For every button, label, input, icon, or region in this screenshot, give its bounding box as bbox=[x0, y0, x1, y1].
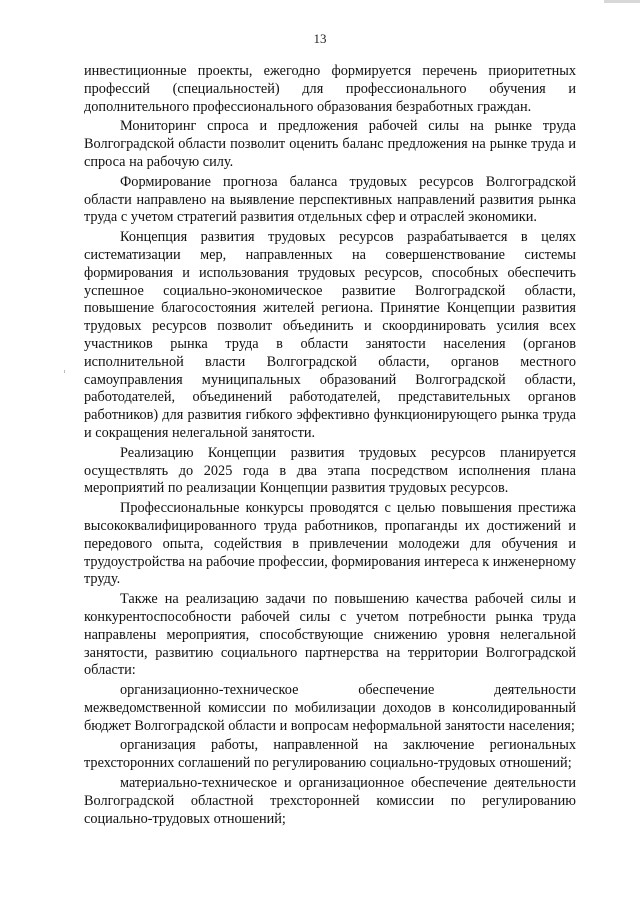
paragraph-balance-forecast: Формирование прогноза баланса трудовых ресурсов Волгоградской области направлено на выявление перспективных направлений развития рынка труда с учетом стратегий развития отдельных сфер и отраслей экономики. bbox=[84, 173, 576, 226]
paragraph-continuation: инвестиционные проекты, ежегодно формируется перечень приоритетных профессий (специальностей) для профессионального обучения и дополнительного профессионального образования безработных граждан. bbox=[84, 63, 576, 115]
list-item-tripartite-commission: материально-техническое и организационное обеспечение деятельности Волгоградской областной трехсторонней комиссии по регулированию социально-трудовых отношений; bbox=[84, 775, 576, 827]
scan-margin-mark bbox=[64, 370, 65, 373]
scan-corner-mark bbox=[604, 0, 640, 3]
list-item-tripartite-agreements: организация работы, направленной на заключение региональных трехсторонних соглашений по регулированию социально-трудовых отношений; bbox=[84, 737, 576, 772]
list-item-commission-support: организационно-техническое обеспечение деятельности межведомственной комиссии по мобилизации доходов в консолидированный бюджет Волгоградской области и вопросам неформальной занятости населения; bbox=[84, 682, 576, 734]
paragraph-measures-intro: Также на реализацию задачи по повышению качества рабочей силы и конкурентоспособности рабочей силы с учетом потребности рынка труда направлены мероприятия, способствующие снижению уровня нелегальной занятости, развитию социального партнерства на территории Волгоградской области: bbox=[84, 591, 576, 679]
page-number: 13 bbox=[313, 31, 327, 46]
paragraph-implementation: Реализацию Концепции развития трудовых ресурсов планируется осуществлять до 2025 года в два этапа посредством исполнения плана мероприятий по реализации Концепции развития трудовых ресурсов. bbox=[84, 444, 576, 497]
paragraph-concept: Концепция развития трудовых ресурсов разрабатывается в целях систематизации мер, направленных на совершенствование системы формирования и использования трудовых ресурсов, способных обеспечить успешное социально-экономическое развитие Волгоградской области, повышение благосостояния жителей региона. Принятие Концепции развития трудовых ресурсов позволит объединить и скоординировать усилия всех участников рынка труда в области занятости населения (органов исполнительной власти Волгоградской области, органов местного самоуправления муниципальных образований Волгоградской области, работодателей, объединений работодателей, представительных органов работников) для развития гибкого эффективно функционирующего рынка труда и сокращения нелегальной занятости. bbox=[84, 229, 576, 441]
document-body bbox=[84, 63, 576, 830]
paragraph-professional-contests: Профессиональные конкурсы проводятся с целью повышения престижа высококвалифицированного труда работников, пропаганды их достижений и передового опыта, содействия в привлечении молодежи для обучения и трудоустройства на рабочие профессии, формирования интереса к инженерному труду. bbox=[84, 500, 576, 588]
paragraph-labor-monitoring: Мониторинг спроса и предложения рабочей силы на рынке труда Волгоградской области позволит оценить баланс предложения на рынке труда и спроса на рабочую силу. bbox=[84, 118, 576, 170]
